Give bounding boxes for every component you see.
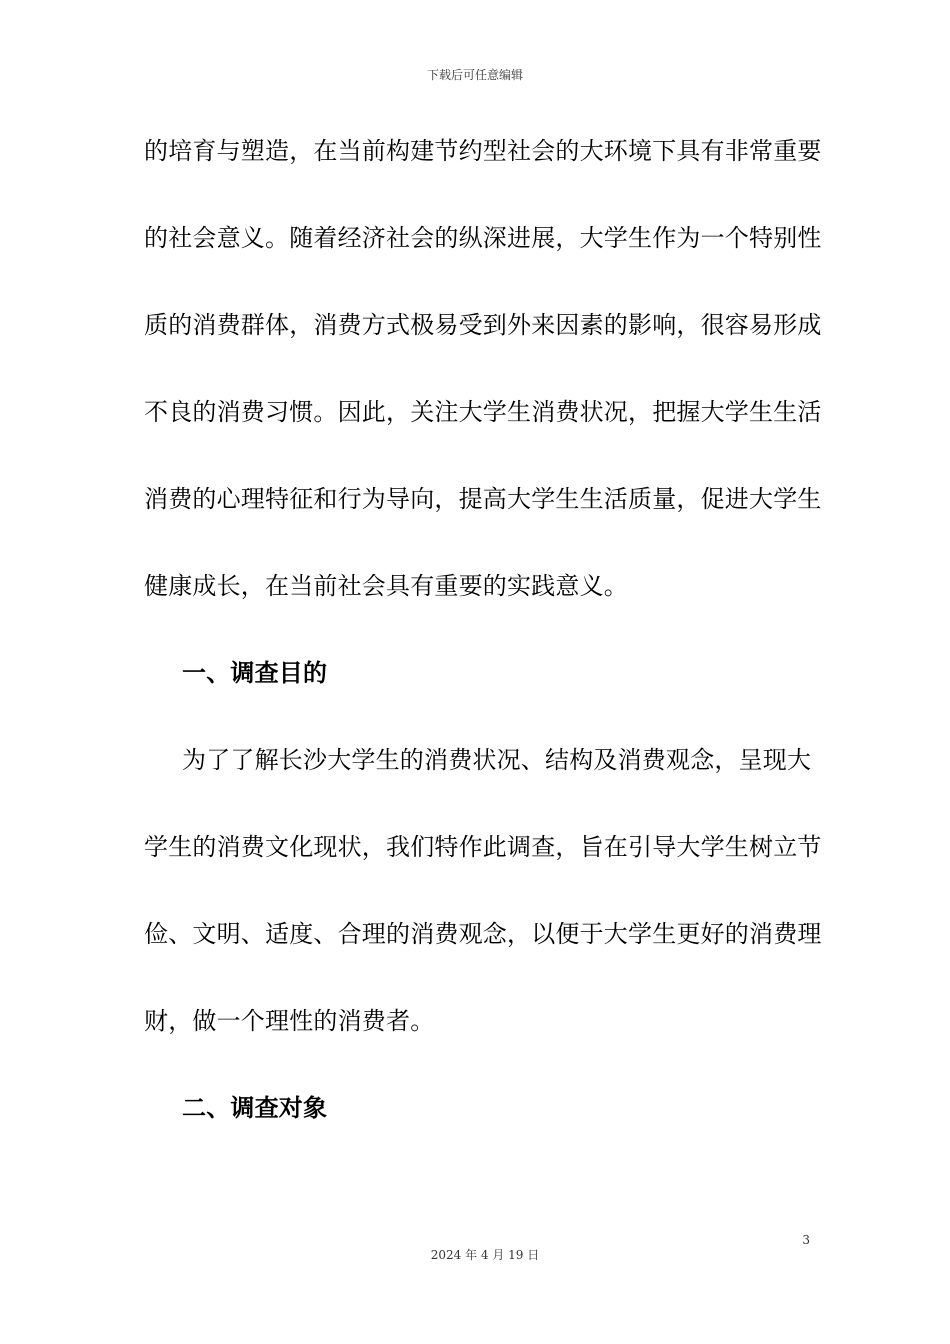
page-header: 下载后可任意编辑 <box>426 68 523 82</box>
footer-date: 2024 年 4 月 19 日 <box>430 1248 540 1262</box>
document-body <box>144 128 822 1172</box>
paragraph-line: 质的消费群体，消费方式极易受到外来因素的影响，很容易形成 <box>144 311 822 339</box>
paragraph-line: 健康成长，在当前社会具有重要的实践意义。 <box>144 572 628 600</box>
paragraph-line: 的社会意义。随着经济社会的纵深进展，大学生作为一个特别性 <box>144 224 822 252</box>
paragraph-line: 财，做一个理性的消费者。 <box>144 1007 435 1035</box>
section-heading-purpose: 一、调查目的 <box>182 659 328 687</box>
section-heading-subjects: 二、调查对象 <box>182 1094 328 1122</box>
paragraph-line: 的培育与塑造，在当前构建节约型社会的大环境下具有非常重要 <box>144 137 822 165</box>
page-number: 3 <box>802 1233 810 1247</box>
paragraph-line: 消费的心理特征和行为导向，提高大学生生活质量，促进大学生 <box>144 485 822 513</box>
paragraph-line: 为了了解长沙大学生的消费状况、结构及消费观念，呈现大 <box>182 746 812 774</box>
paragraph-line: 不良的消费习惯。因此，关注大学生消费状况，把握大学生生活 <box>144 398 822 426</box>
paragraph-line: 俭、文明、适度、合理的消费观念，以便于大学生更好的消费理 <box>144 920 822 948</box>
paragraph-line: 学生的消费文化现状，我们特作此调查，旨在引导大学生树立节 <box>144 833 822 861</box>
